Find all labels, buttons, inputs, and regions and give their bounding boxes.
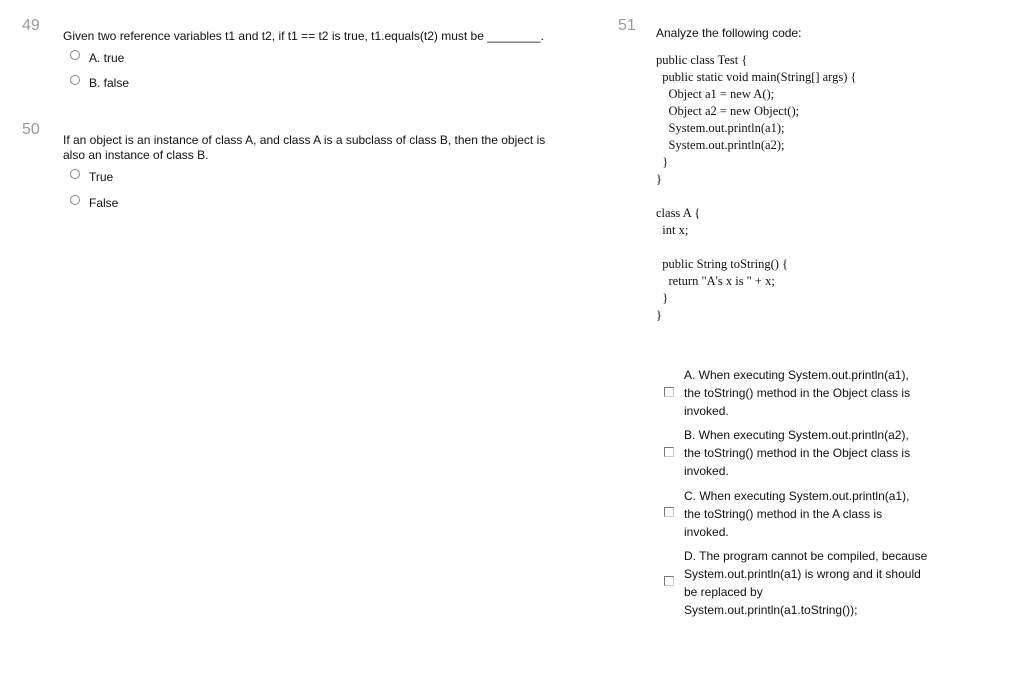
code-line: Object a1 = new A(); — [656, 87, 775, 101]
code-line: } — [656, 291, 669, 305]
q51-choice-d[interactable] — [684, 547, 934, 619]
q51-choice-a-line: invoked. — [684, 404, 729, 418]
q51-choice-d-line: System.out.println(a1.toString()); — [684, 603, 858, 617]
question-number-49: 49 — [22, 17, 40, 34]
code-line: System.out.println(a1); — [656, 121, 785, 135]
q51-choice-c-line: the toString() method in the A class is — [684, 507, 883, 521]
q50-option-false[interactable] — [70, 196, 118, 210]
q51-choice-b-checkbox[interactable] — [664, 447, 674, 457]
code-line — [656, 239, 857, 256]
q51-choice-d-line: D. The program cannot be compiled, because — [684, 549, 928, 563]
q51-choice-c-line: C. When executing System.out.println(a1), — [684, 489, 910, 503]
code-line: Object a2 = new Object(); — [656, 104, 800, 118]
question-number-50: 50 — [22, 121, 40, 138]
q49-option-a[interactable] — [70, 51, 124, 65]
q51-choice-b[interactable] — [684, 426, 934, 480]
code-line: public static void main(String[] args) { — [656, 70, 857, 84]
q49-option-a-radio[interactable] — [70, 50, 80, 60]
question-50-text — [63, 133, 583, 163]
code-line: return "A's x is " + x; — [656, 274, 775, 288]
q51-choice-d-line: System.out.println(a1) is wrong and it should — [684, 567, 921, 581]
code-line: System.out.println(a2); — [656, 138, 785, 152]
q50-option-true-radio[interactable] — [70, 169, 80, 179]
q51-choice-b-line: the toString() method in the Object class is — [684, 446, 911, 460]
q51-choice-b-line: invoked. — [684, 464, 729, 478]
code-line: } — [656, 308, 662, 322]
q50-option-true[interactable] — [70, 170, 113, 184]
q51-choice-c-line: invoked. — [684, 525, 729, 539]
code-line: int x; — [656, 223, 689, 237]
question-50-text-line2: also an instance of class B. — [63, 148, 209, 162]
code-line: public String toString() { — [656, 257, 789, 271]
code-block — [656, 52, 857, 324]
q50-option-false-label: False — [89, 196, 119, 210]
q51-choice-a-line: A. When executing System.out.println(a1), — [684, 368, 909, 382]
q51-choice-c-checkbox[interactable] — [664, 507, 674, 517]
q50-option-false-radio[interactable] — [70, 195, 80, 205]
q51-choice-a-line: the toString() method in the Object class is — [684, 386, 911, 400]
code-line — [656, 188, 857, 205]
q51-choice-a-checkbox[interactable] — [664, 387, 674, 397]
q49-option-b[interactable] — [70, 76, 129, 90]
q50-option-true-label: True — [89, 170, 114, 184]
q51-choice-a[interactable] — [684, 366, 934, 420]
code-line: } — [656, 172, 662, 186]
code-line: public class Test { — [656, 53, 748, 67]
q51-choice-d-line: be replaced by — [684, 585, 763, 599]
code-line: } — [656, 155, 669, 169]
q51-choice-d-checkbox[interactable] — [664, 576, 674, 586]
q51-choice-b-line: B. When executing System.out.println(a2), — [684, 428, 909, 442]
question-49-text: Given two reference variables t1 and t2, if t1 == t2 is true, t1.equals(t2) must be ________. — [63, 29, 544, 43]
q51-choice-c[interactable] — [684, 487, 934, 541]
q49-option-b-label: B. false — [89, 76, 130, 90]
q49-option-a-label: A. true — [89, 51, 125, 65]
question-50-text-line1: If an object is an instance of class A, and class A is a subclass of class B, then the object is — [63, 133, 546, 147]
question-number-51: 51 — [618, 17, 636, 34]
code-line: class A { — [656, 206, 701, 220]
q49-option-b-radio[interactable] — [70, 75, 80, 85]
question-51-prompt: Analyze the following code: — [656, 26, 802, 40]
